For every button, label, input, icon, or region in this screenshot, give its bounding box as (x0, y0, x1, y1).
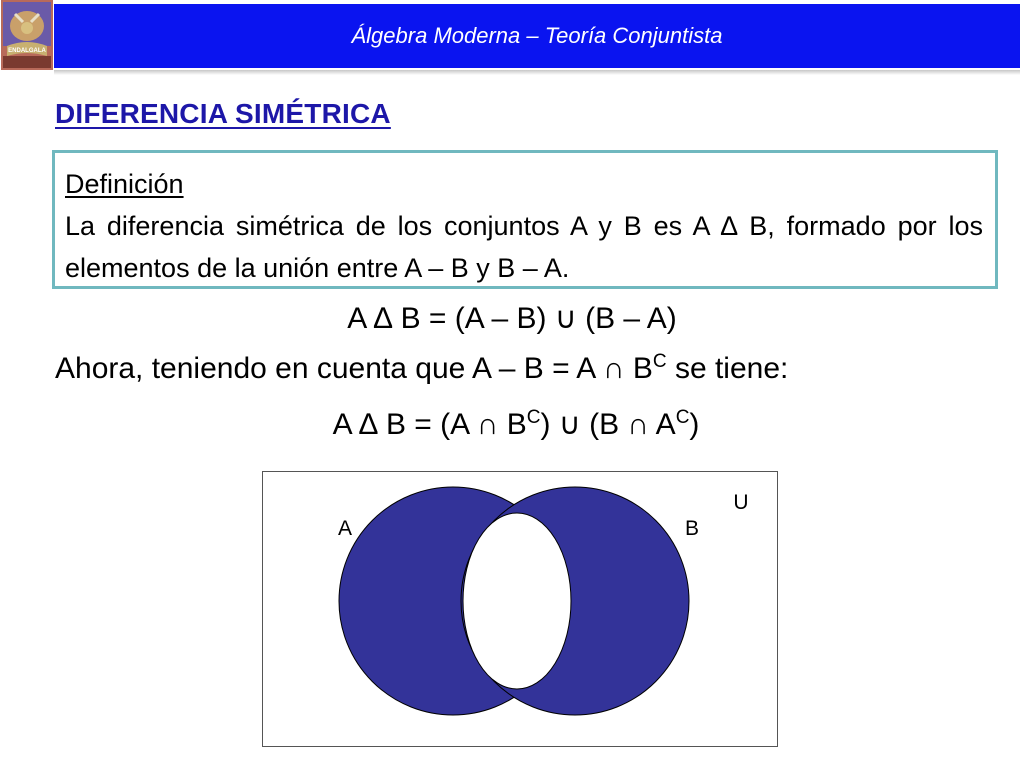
statement-line (55, 351, 788, 386)
header-title: Álgebra Moderna – Teoría Conjuntista (351, 23, 723, 48)
universe-label: U (733, 491, 749, 514)
statement-superscript: C (652, 351, 667, 372)
definition-body: La diferencia simétrica de los conjuntos A y B es A ∆ B, formado por los elementos de la unión entre A – B y B – A. (65, 211, 983, 283)
logo (1, 0, 53, 70)
formula2-part2: ) ∪ (B ∩ A (540, 408, 676, 441)
logo-text: ENDALGALA (8, 48, 46, 54)
intersection-region (463, 513, 571, 689)
formula2-sup2: C (675, 407, 690, 428)
venn-diagram (262, 471, 778, 747)
definition-heading: Definición (65, 169, 184, 199)
header (0, 0, 1024, 74)
section-title: DIFERENCIA SIMÉTRICA (55, 98, 391, 129)
header-shadow (54, 70, 1020, 75)
formula2-sup1: C (526, 407, 541, 428)
formula-symmetric-difference: A ∆ B = (A – B) ∪ (B – A) (347, 302, 677, 335)
set-a-label: A (337, 517, 353, 540)
set-b-label: B (684, 517, 700, 540)
formula2-part3: ) (689, 408, 700, 441)
formula-complement (4, 407, 1024, 442)
formula2-part1: A ∆ B = (A ∩ B (332, 408, 527, 441)
statement-text: Ahora, teniendo en cuenta que A – B = A ∩ B (55, 352, 653, 385)
statement-text-end: se tiene: (666, 352, 789, 385)
definition-box (52, 150, 998, 289)
